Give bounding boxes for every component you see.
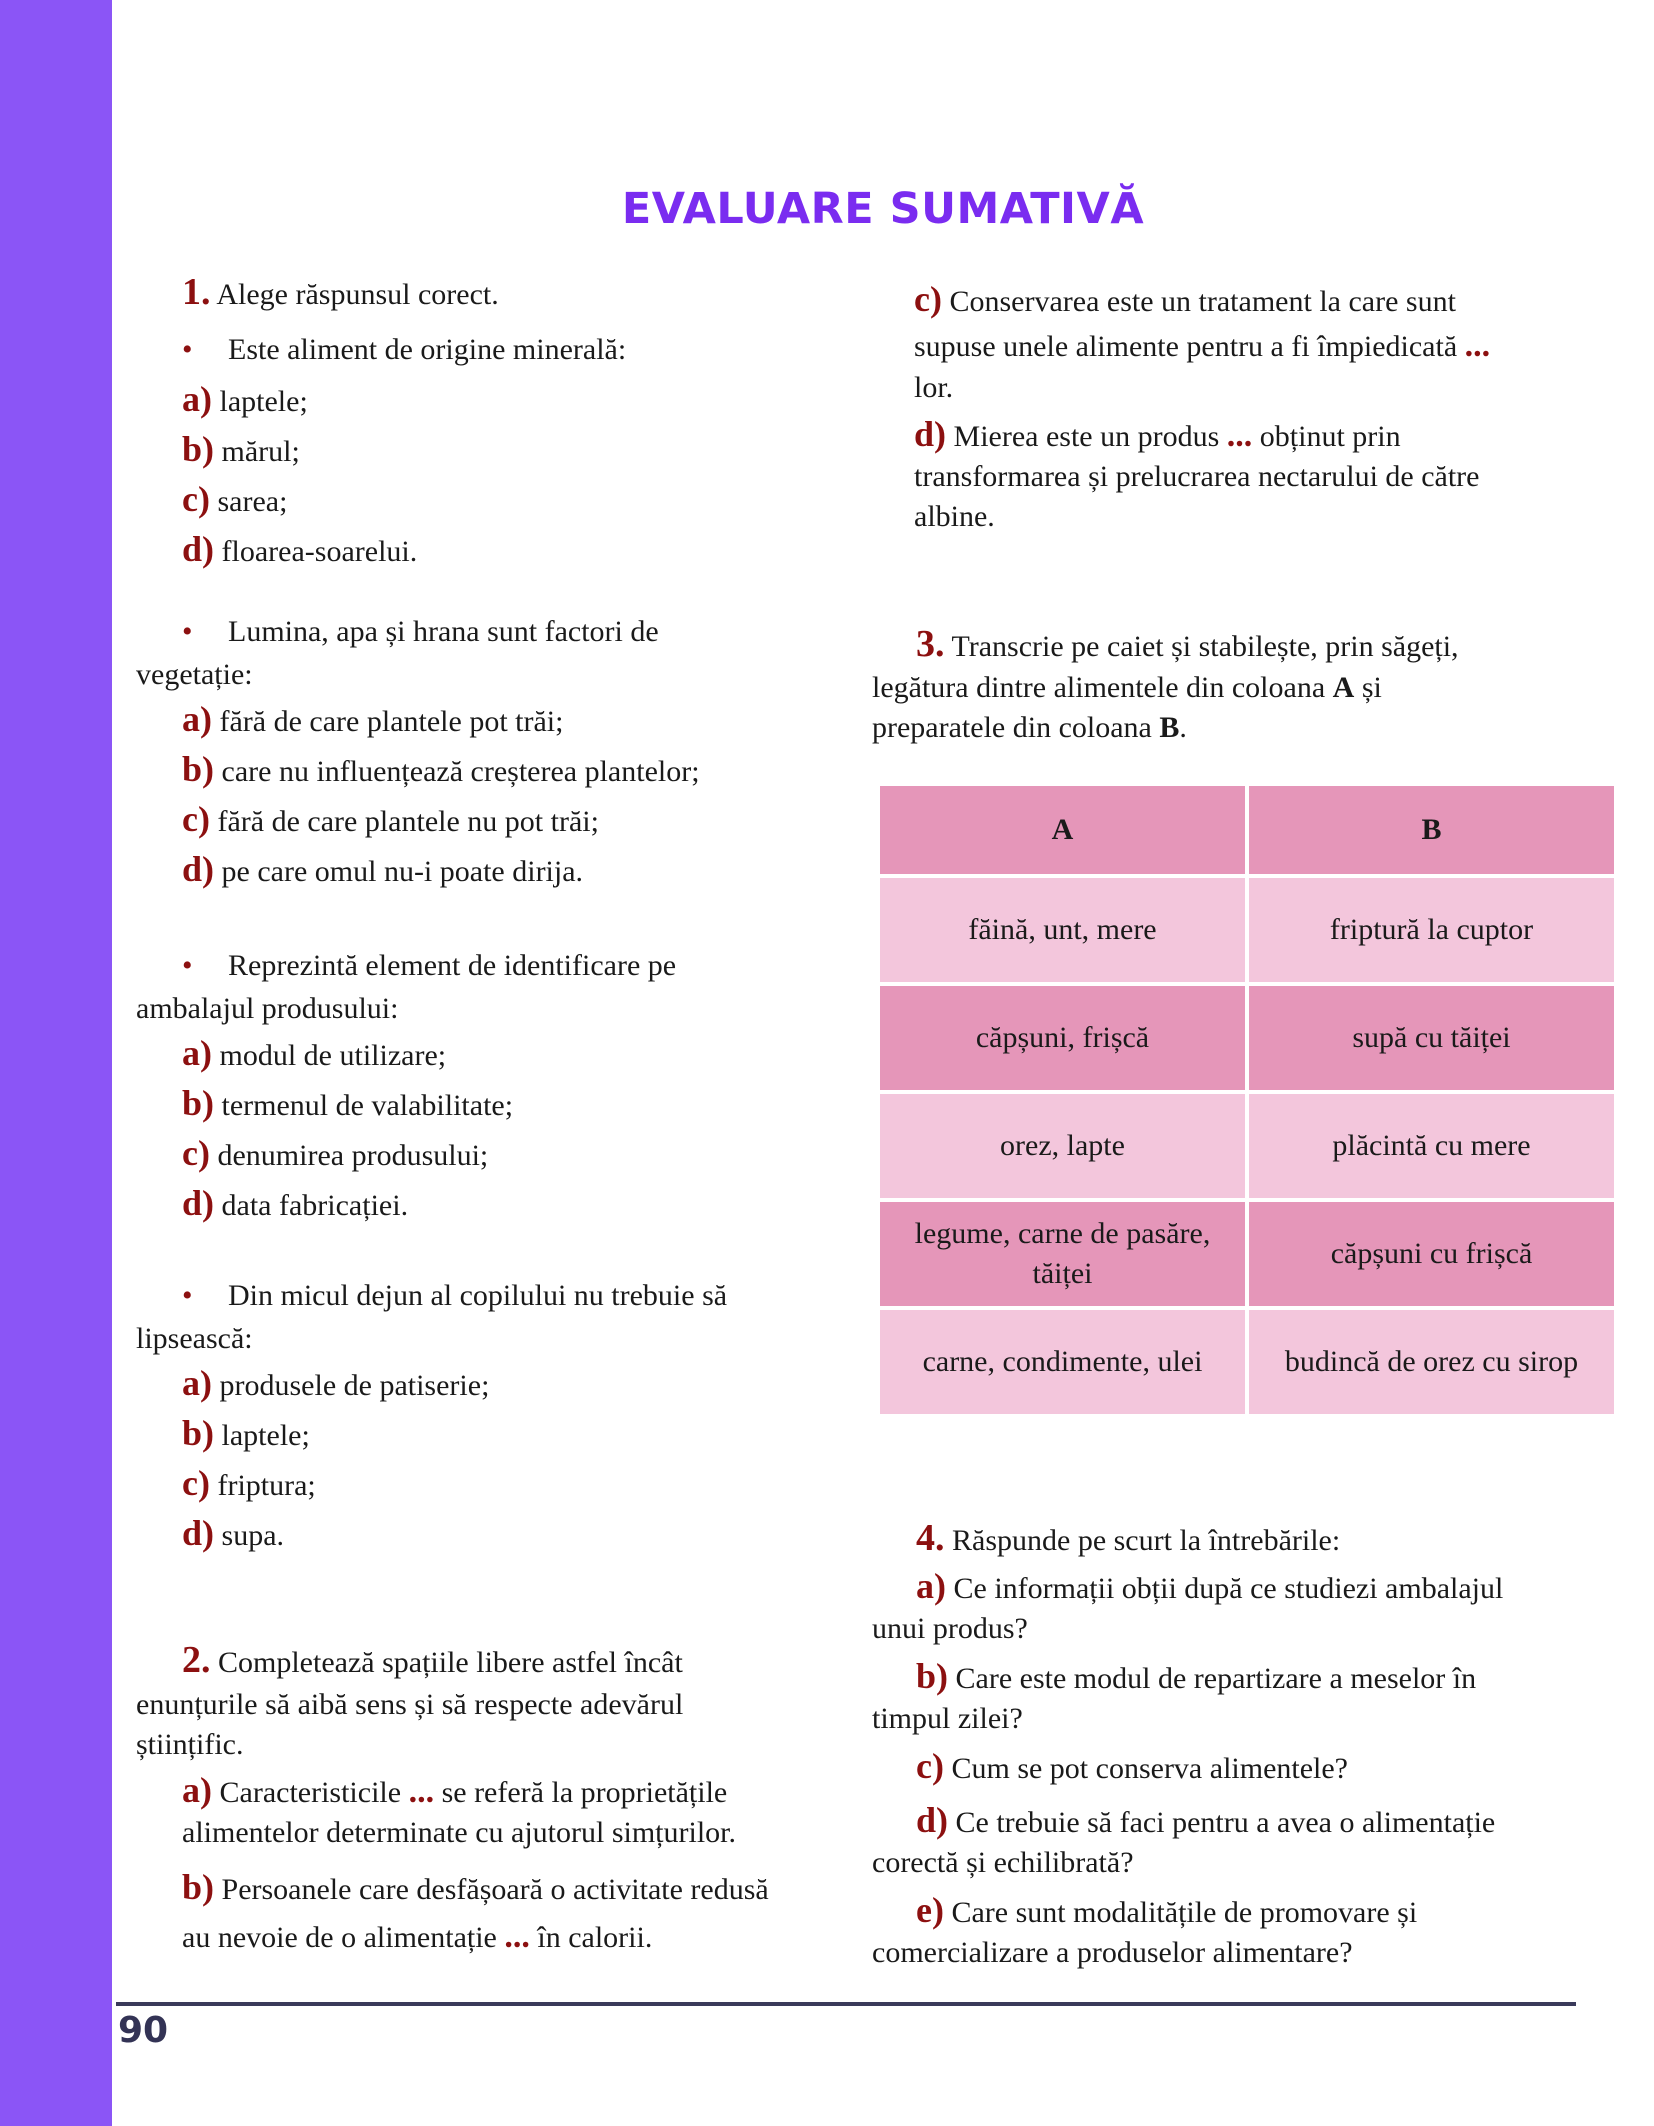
ex2-number: 2. — [182, 1639, 211, 1681]
ex1-instruction: Alege răspunsul corect. — [216, 278, 499, 311]
page-number: 90 — [118, 2010, 169, 2051]
question-text: Cum se pot conserva alimentele? — [951, 1752, 1349, 1785]
ex2-item-a — [182, 1770, 736, 1853]
answer-option — [182, 1078, 882, 1128]
blank-dots: ... — [408, 1773, 435, 1810]
answer-option — [182, 844, 882, 894]
option-label: d) — [182, 1513, 215, 1553]
question-text: Care sunt modalitățile de promovare și — [951, 1896, 1418, 1929]
table-cell: supă cu tăiței — [1249, 986, 1614, 1090]
question-text: Care este modul de repartizare a meselor în — [955, 1662, 1477, 1695]
question-stem: Reprezintă element de identificare pe — [228, 949, 677, 982]
ex4-number: 4. — [916, 1517, 945, 1559]
table-row — [880, 878, 1614, 982]
option-label: b) — [182, 1083, 215, 1123]
ex4-instruction: Răspunde pe scurt la întrebările: — [952, 1524, 1341, 1557]
question-text-continued: timpul zilei? — [872, 1702, 1023, 1735]
ex2-d-text-4: albine. — [914, 500, 995, 533]
option-text: mărul; — [221, 435, 300, 468]
ex1-heading — [182, 272, 499, 315]
ex2-item-c — [914, 274, 1490, 408]
answer-option — [182, 794, 882, 844]
ex3-text-5: . — [1179, 711, 1187, 744]
ex2-b-text-3: în calorii. — [537, 1921, 653, 1954]
option-text: fără de care plantele pot trăi; — [219, 705, 564, 738]
column-header-b: B — [1249, 786, 1614, 874]
option-text: friptura; — [217, 1469, 316, 1502]
option-label: b) — [182, 1413, 215, 1453]
ex1-number: 1. — [182, 271, 211, 313]
option-text: laptele; — [219, 385, 308, 418]
option-label: c) — [182, 799, 210, 839]
option-text: laptele; — [221, 1419, 310, 1452]
table-cell: căpșuni, frișcă — [880, 986, 1245, 1090]
table-cell: orez, lapte — [880, 1094, 1245, 1198]
answer-option — [182, 374, 882, 424]
answer-option — [182, 524, 882, 574]
page-side-band — [0, 0, 112, 2126]
answer-option — [182, 1358, 882, 1408]
ex1-question — [182, 330, 882, 574]
bullet-icon: • — [182, 1279, 193, 1312]
option-text: sarea; — [217, 485, 288, 518]
bullet-icon: • — [182, 333, 193, 366]
option-label: d) — [182, 849, 215, 889]
ex2-instruction-line-2: enunțurile să aibă sens și să respecte adevărul — [136, 1688, 684, 1721]
blank-dots: ... — [1464, 327, 1491, 364]
option-text: termenul de valabilitate; — [221, 1089, 514, 1122]
option-label: d) — [182, 529, 215, 569]
ex2-d-label: d) — [914, 414, 947, 454]
ex2-item-d — [914, 414, 1480, 537]
question-text: Ce informații obții după ce studiezi ambalajul — [953, 1572, 1504, 1605]
answer-option — [182, 694, 882, 744]
option-label: c) — [182, 1133, 210, 1173]
option-text: produsele de patiserie; — [219, 1369, 490, 1402]
question-text-continued: comercializare a produselor alimentare? — [872, 1936, 1353, 1969]
table-row — [880, 986, 1614, 1090]
ex4-heading — [916, 1518, 1340, 1561]
question-stem: Din micul dejun al copilului nu trebuie să — [228, 1279, 728, 1312]
answer-option — [182, 1508, 882, 1558]
bullet-icon: • — [182, 615, 193, 648]
ex3-line-3 — [872, 708, 1187, 748]
ex2-item-b — [182, 1862, 769, 1962]
ex3-column-a-ref: A — [1332, 671, 1355, 704]
option-text: pe care omul nu-i poate dirija. — [221, 855, 584, 888]
table-cell: legume, carne de pasăre, tăiței — [880, 1202, 1245, 1306]
question-label: a) — [916, 1566, 946, 1606]
footer-rule — [116, 2002, 1576, 2006]
question-stem: lipsească: — [136, 1322, 253, 1355]
option-label: d) — [182, 1183, 215, 1223]
option-label: c) — [182, 1463, 210, 1503]
table-cell: căpșuni cu frișcă — [1249, 1202, 1614, 1306]
question-label: e) — [916, 1890, 944, 1930]
ex1-question — [136, 612, 882, 894]
question-stem: Este aliment de origine minerală: — [228, 333, 627, 366]
ex3-line-1 — [916, 624, 1459, 667]
question-label: d) — [916, 1800, 949, 1840]
ex2-d-text-3: transformarea și prelucrarea nectarului de către — [914, 460, 1480, 493]
page-title: EVALUARE SUMATIVĂ — [621, 184, 1145, 234]
answer-option — [182, 1458, 882, 1508]
answer-option — [182, 1028, 882, 1078]
ex2-a-text-2: se referă la proprietățile — [441, 1776, 728, 1809]
ex2-d-text-2: obținut prin — [1259, 420, 1401, 453]
option-label: b) — [182, 749, 215, 789]
blank-dots: ... — [504, 1918, 530, 1955]
option-text: denumirea produsului; — [217, 1139, 489, 1172]
table-header-row — [880, 786, 1614, 874]
ex4-question — [872, 1656, 1476, 1739]
ex1-question — [136, 1276, 882, 1558]
option-text: fără de care plantele nu pot trăi; — [217, 805, 599, 838]
table-cell: făină, unt, mere — [880, 878, 1245, 982]
question-text-continued: unui produs? — [872, 1612, 1028, 1645]
question-label: b) — [916, 1656, 949, 1696]
table-row — [880, 1094, 1614, 1198]
ex4-question — [872, 1890, 1417, 1973]
option-label: a) — [182, 1363, 212, 1403]
blank-dots: ... — [1226, 417, 1253, 454]
question-stem: Lumina, apa și hrana sunt factori de — [228, 615, 659, 648]
option-text: floarea-soarelui. — [221, 535, 418, 568]
question-label: c) — [916, 1746, 944, 1786]
option-label: a) — [182, 379, 212, 419]
answer-option — [182, 1128, 882, 1178]
ex2-a-text-3: alimentelor determinate cu ajutorul simțurilor. — [182, 1816, 737, 1849]
ex2-instruction-line-3: științific. — [136, 1728, 244, 1761]
table-row — [880, 1202, 1614, 1306]
answer-option — [182, 1408, 882, 1458]
ex2-heading — [182, 1640, 882, 1683]
answer-option — [182, 1178, 882, 1228]
option-label: a) — [182, 699, 212, 739]
option-label: c) — [182, 479, 210, 519]
ex2-instruction-line-1: Completează spațiile libere astfel încât — [218, 1646, 683, 1679]
question-stem: ambalajul produsului: — [136, 992, 399, 1025]
table-cell: carne, condimente, ulei — [880, 1310, 1245, 1414]
ex2-c-label: c) — [914, 279, 942, 319]
question-text-continued: corectă și echilibrată? — [872, 1846, 1134, 1879]
option-text: data fabricației. — [221, 1189, 409, 1222]
table-cell: budincă de orez cu sirop — [1249, 1310, 1614, 1414]
answer-option — [182, 744, 882, 794]
ex2-c-text-1: Conservarea este un tratament la care sunt — [949, 285, 1456, 318]
answer-option — [182, 474, 882, 524]
ex3-column-b-ref: B — [1159, 711, 1180, 744]
ex1-question — [136, 946, 882, 1228]
ex2-d-text-1: Mierea este un produs — [953, 420, 1220, 453]
question-stem: vegetație: — [136, 658, 253, 691]
ex2-c-text-3: lor. — [914, 371, 954, 404]
ex4-question — [872, 1800, 1495, 1883]
option-label: a) — [182, 1033, 212, 1073]
ex2-a-text-1: Caracteristicile — [219, 1776, 402, 1809]
answer-option — [182, 424, 882, 474]
ex3-text-4: preparatele din coloana — [872, 711, 1152, 744]
ex3-line-2 — [872, 668, 1382, 708]
ex3-text-1: Transcrie pe caiet și stabilește, prin săgeți, — [951, 630, 1459, 663]
ex3-number: 3. — [916, 623, 945, 665]
table-cell: friptură la cuptor — [1249, 878, 1614, 982]
ex2-b-text-1: Persoanele care desfășoară o activitate redusă — [221, 1873, 769, 1906]
ex3-text-3: și — [1361, 671, 1382, 704]
ex3-text-2: legătura dintre alimentele din coloana — [872, 671, 1326, 704]
option-text: care nu influențează creșterea plantelor; — [221, 755, 700, 788]
option-text: modul de utilizare; — [219, 1039, 447, 1072]
column-header-a: A — [880, 786, 1245, 874]
question-text: Ce trebuie să faci pentru a avea o alimentație — [955, 1806, 1496, 1839]
ex4-question — [872, 1566, 1503, 1649]
option-text: supa. — [221, 1519, 285, 1552]
table-cell: plăcintă cu mere — [1249, 1094, 1614, 1198]
ex2-b-text-2: au nevoie de o alimentație — [182, 1921, 497, 1954]
ex4-question — [872, 1746, 1348, 1789]
ex2-b-label: b) — [182, 1867, 215, 1907]
option-label: b) — [182, 429, 215, 469]
table-row — [880, 1310, 1614, 1414]
bullet-icon: • — [182, 949, 193, 982]
matching-table — [876, 782, 1618, 1418]
ex2-a-label: a) — [182, 1770, 212, 1810]
ex2-c-text-2: supuse unele alimente pentru a fi împiedicată — [914, 330, 1458, 363]
